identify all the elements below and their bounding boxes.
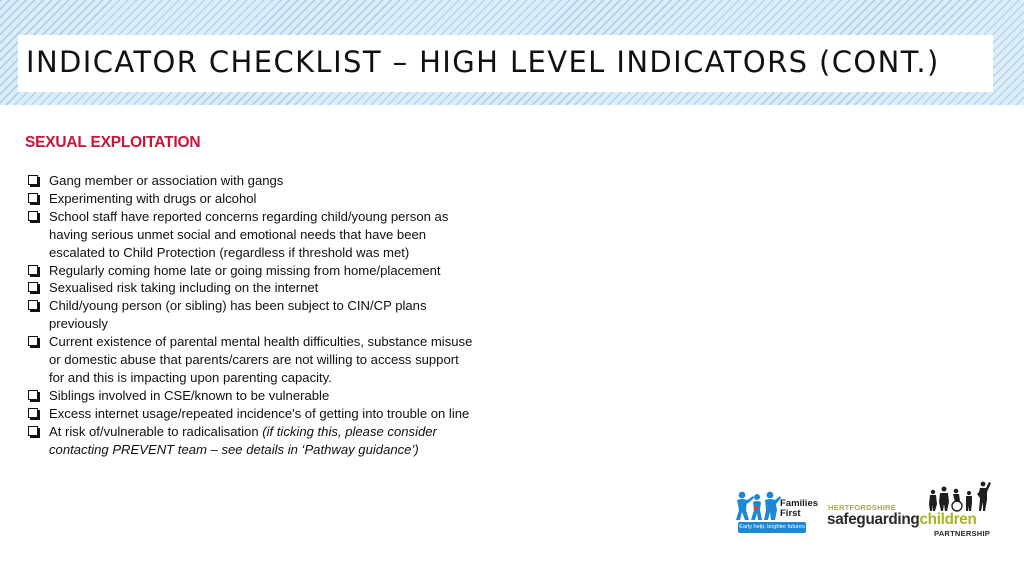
hscp-name-part1: safeguarding [827,511,920,528]
checklist-item [26,262,476,280]
checklist-item [26,172,476,190]
checklist-item [26,405,476,423]
checklist-item-text: Sexualised risk taking including on the internet [49,280,319,296]
families-first-logo [735,490,819,536]
section-heading: SEXUAL EXPLOITATION [25,134,201,151]
families-first-figures-icon [735,490,781,522]
checklist-item-text: Gang member or association with gangs [49,173,284,188]
checklist-item-text: Siblings involved in CSE/known to be vulnerable [49,387,330,403]
title-box [18,35,993,92]
hscp-name [827,511,977,529]
checkbox-icon[interactable] [28,426,38,436]
checklist-item [26,333,476,387]
checklist-item [26,297,476,333]
checklist-item [26,208,476,262]
checkbox-icon[interactable] [28,282,38,292]
families-first-line1: Families [780,498,819,509]
checklist-item [26,387,476,405]
checkbox-icon[interactable] [28,265,38,275]
hertfordshire-safeguarding-children-partnership-logo [826,480,996,540]
checkbox-icon[interactable] [28,193,38,203]
checklist-item-text: Current existence of parental mental health difficulties, substance misuse or domestic abuse that parents/carers are not willing to access support for and this is impacting upon parenting capacity. [49,334,473,385]
hscp-county: HERTFORDSHIRE [828,503,896,512]
checklist-item [26,190,476,208]
families-first-line2: First [780,508,801,519]
hscp-name-part2: children [919,511,977,528]
checkbox-icon[interactable] [28,300,38,310]
checklist-item [26,279,476,297]
checklist-item-text: Regularly coming home late or going missing from home/placement [49,262,441,278]
checklist-item-note: (if ticking this, please consider contacting PREVENT team – see details in ‘Pathway guidance’) [49,423,437,457]
checkbox-icon[interactable] [28,408,38,418]
checklist-item-text: Excess internet usage/repeated incidence's of getting into trouble on line [49,405,470,421]
checkbox-icon[interactable] [28,336,38,346]
checkbox-icon[interactable] [28,175,38,185]
hscp-partnership: PARTNERSHIP [934,529,991,538]
checklist-item-text: At risk of/vulnerable to radicalisation [49,423,263,439]
checklist-item-text: School staff have reported concerns regarding child/young person as having serious unmet social and emotional needs that have been escalated to Child Protection (regardless if threshold was met) [49,208,449,260]
checkbox-icon[interactable] [28,390,38,400]
families-first-tagline: Early help, brighter futures [738,522,806,533]
slide-title: INDICATOR CHECKLIST – HIGH LEVEL INDICATORS (CONT.) [26,45,940,79]
indicator-checklist [26,172,476,459]
checklist-item [26,423,476,459]
hscp-figures-icon [923,480,993,512]
checklist-item-text: Child/young person (or sibling) has been subject to CIN/CP plans previously [49,298,427,332]
checklist-item-text: Experimenting with drugs or alcohol [49,190,257,206]
checkbox-icon[interactable] [28,211,38,221]
